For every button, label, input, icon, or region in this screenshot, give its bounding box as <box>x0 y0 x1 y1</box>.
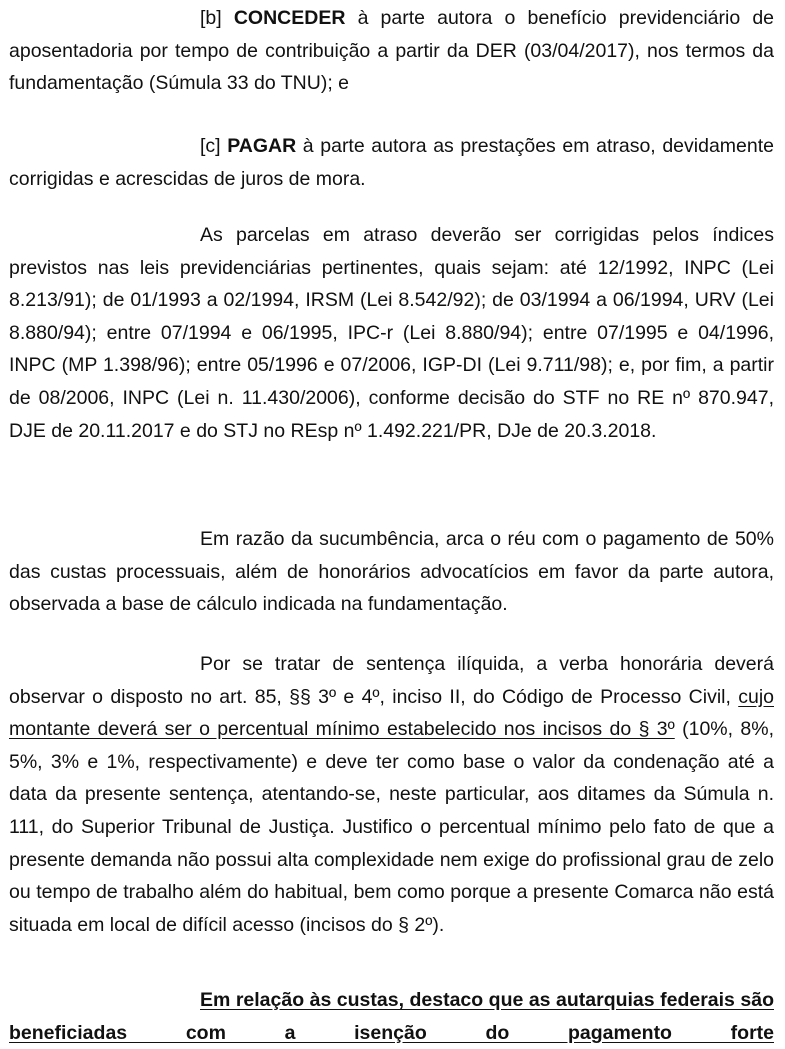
paragraph-text-after: (10%, 8%, 5%, 3% e 1%, respectivamente) e deve ter como base o valor da condenação até a data da presente sentença, atentando-se, neste particular, aos ditames da Súmula n. 111, do Superior Tribunal de Justiça. Justifico o percentual mínimo pelo fato de que a presente demanda não possui alta complexidade nem exige do profissional grau de zelo ou tempo de trabalho além do habitual, bem como porque a presente Comarca não está situada em local de difícil acesso (incisos do § 2º). <box>9 718 774 936</box>
item-label: [b] <box>200 7 222 29</box>
item-text: à parte autora as prestações em atraso, devidamente corrigidas e acrescidas de juros de mora. <box>9 135 774 190</box>
item-label: [c] <box>200 135 221 157</box>
paragraph-text: As parcelas em atraso deverão ser corrigidas pelos índices previstos nas leis previdenciárias pertinentes, quais sejam: até 12/1992, INPC (Lei 8.213/91); de 01/1993 a 02/1994, IRSM (Lei 8.542/92); de 03/1994 a 06/1994, URV (Lei 8.880/94); entre 07/1994 e 06/1995, IPC-r (Lei 8.880/94); entre 07/1995 e 04/1996, INPC (MP 1.398/96); entre 05/1996 e 07/2006, IGP-DI (Lei 9.711/98); e, por fim, a partir de 08/2006, INPC (Lei n. 11.430/2006), conforme decisão do STF no RE nº 870.947, DJE de 20.11.2017 e do STJ no REsp nº 1.492.221/PR, DJe de 20.3.2018. <box>9 224 774 442</box>
underlined-text: cujo montante deverá ser o percentual mínimo estabelecido nos incisos do § 3º <box>9 685 774 741</box>
item-text: à parte autora o benefício previdenciário de aposentadoria por tempo de contribuição a partir da DER (03/04/2017), nos termos da fundamentação (Súmula 33 do TNU); e <box>9 7 775 95</box>
paragraph-pagar <box>9 130 774 195</box>
paragraph-custas <box>9 984 774 1049</box>
item-keyword: CONCEDER <box>233 7 346 29</box>
paragraph-text: Em razão da sucumbência, arca o réu com o pagamento de 50% das custas processuais, além de honorários advocatícios em favor da parte autora, observada a base de cálculo indicada na fundamentação. <box>9 528 774 616</box>
paragraph-honorarios <box>9 648 774 941</box>
paragraph-conceder <box>9 2 774 100</box>
bold-underlined-text: Em relação às custas, destaco que as autarquias federais são beneficiadas com a isenção do pagamento forte <box>9 989 774 1044</box>
paragraph-text-before: Por se tratar de sentença ilíquida, a verba honorária deverá observar o disposto no art. 85, §§ 3º e 4º, inciso II, do Código de Processo Civil, <box>9 653 774 708</box>
paragraph-sucumbencia <box>9 523 774 621</box>
paragraph-correcao <box>9 219 774 447</box>
item-keyword: PAGAR <box>227 135 297 157</box>
